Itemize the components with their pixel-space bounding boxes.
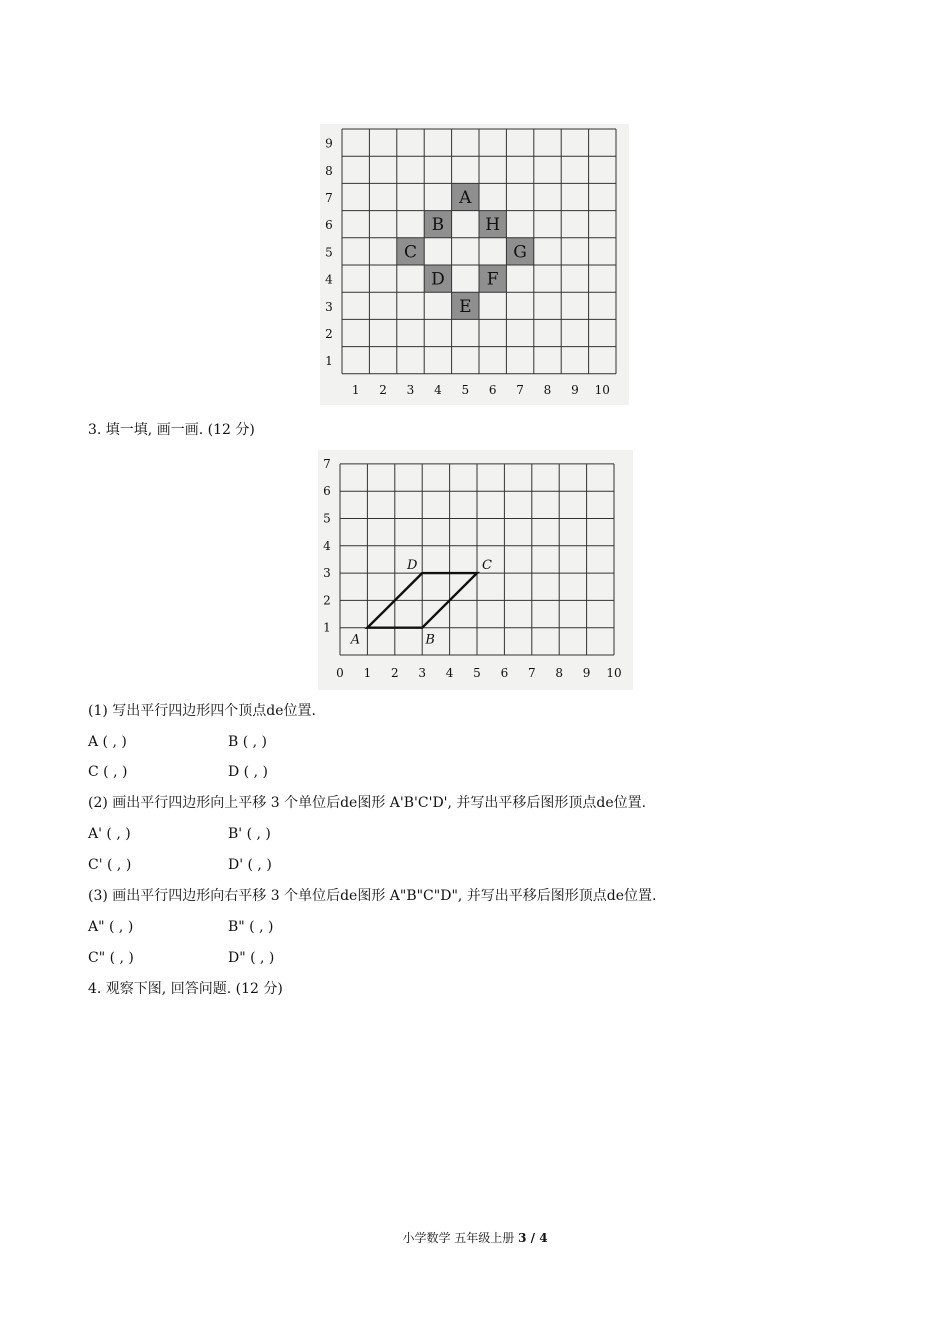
q3-part1-answer-b: B ( , ) (228, 734, 268, 750)
q3-part3-answer-d: D" ( , ) (228, 950, 275, 966)
q3-part3-answer-c: C" ( , ) (88, 950, 134, 966)
grid1-y-tick-label: 5 (325, 245, 333, 260)
grid1-y-tick-label: 9 (325, 136, 333, 151)
q3-part3-answer-b: B" ( , ) (228, 919, 274, 935)
question-4-title: 4. 观察下图, 回答问题. (12 分) (88, 981, 283, 997)
grid1-y-tick-label: 8 (325, 163, 333, 178)
grid2-x-tick-label: 7 (527, 666, 536, 680)
grid2-y-tick-label: 5 (323, 511, 331, 526)
parallelogram-grid-figure (318, 450, 633, 690)
grid1-y-tick-label: 4 (325, 272, 333, 287)
cell-label-a: A (459, 188, 472, 208)
grid1-x-tick-label: 2 (379, 382, 387, 397)
grid2-y-tick-label: 4 (323, 538, 331, 553)
q3-part2-prompt: (2) 画出平行四边形向上平移 3 个单位后de图形 A'B'C'D', 并写出平移后图形顶点de位置. (88, 795, 647, 811)
letter-grid-svg (320, 124, 629, 405)
page-number: 3 / 4 (518, 1231, 548, 1245)
grid1-x-tick-label: 10 (594, 382, 610, 397)
cell-label-c: C (403, 242, 418, 263)
cell-label-h: H (485, 215, 501, 236)
cell-label-e: E (459, 296, 472, 317)
grid2-x-tick-label: 3 (418, 666, 427, 680)
question-3-title: 3. 填一填, 画一画. (12 分) (88, 422, 255, 438)
grid1-x-tick-label: 3 (406, 382, 415, 397)
q3-part1-prompt: (1) 写出平行四边形四个顶点de位置. (88, 703, 316, 719)
grid1-x-tick-label: 4 (434, 382, 442, 397)
grid1-y-tick-label: 1 (325, 354, 333, 369)
letter-grid-figure (320, 124, 629, 405)
grid2-y-tick-label: 6 (323, 484, 331, 499)
grid1-y-tick-label: 6 (325, 218, 333, 233)
cell-label-d: D (431, 269, 445, 290)
grid2-x-tick-label: 1 (363, 666, 372, 680)
grid1-x-tick-label: 1 (351, 382, 360, 397)
vertex-label-c: C (482, 558, 492, 574)
grid2-x-tick-label: 2 (390, 666, 399, 680)
grid1-x-tick-label: 9 (571, 382, 579, 397)
grid2-x-tick-label: 6 (500, 666, 509, 680)
q3-part1-answer-a: A ( , ) (88, 734, 127, 750)
cell-label-b: B (431, 215, 445, 236)
grid1-y-tick-label: 3 (325, 299, 333, 314)
grid2-x-tick-label: 4 (445, 666, 454, 680)
grid1-y-tick-label: 7 (325, 191, 333, 205)
q3-part2-answer-c: C' ( , ) (88, 857, 132, 873)
q3-part3-prompt: (3) 画出平行四边形向右平移 3 个单位后de图形 A"B"C"D", 并写出平移后图形顶点de位置. (88, 888, 657, 904)
grid1-x-tick-label: 7 (516, 382, 524, 397)
grid2-x-tick-label: 5 (473, 666, 481, 680)
grid1-x-tick-label: 5 (461, 382, 470, 397)
grid2-x-tick-label: 9 (582, 666, 591, 680)
vertex-label-a: A (350, 632, 361, 648)
grid2-y-tick-label: 2 (323, 593, 331, 608)
vertex-label-d: D (406, 558, 418, 574)
parallelogram-grid-svg (318, 450, 633, 690)
q3-part2-answer-d: D' ( , ) (228, 857, 272, 873)
q3-part3-answer-a: A" ( , ) (88, 919, 134, 935)
vertex-label-b: B (425, 632, 435, 648)
q3-part1-answer-d: D ( , ) (228, 764, 268, 780)
q3-part2-answer-a: A' ( , ) (88, 826, 131, 842)
grid2-x-tick-label: 10 (606, 666, 622, 680)
cell-label-g: G (513, 242, 527, 263)
grid2-x-tick-label: 0 (336, 666, 344, 680)
grid1-x-tick-label: 8 (543, 382, 552, 397)
q3-part2-answer-b: B' ( , ) (228, 826, 271, 842)
grid1-y-tick-label: 2 (325, 327, 333, 341)
cell-label-f: F (486, 269, 499, 290)
grid2-x-tick-label: 8 (555, 666, 564, 680)
grid2-y-tick-label: 1 (323, 620, 331, 635)
grid2-y-tick-label: 3 (323, 566, 331, 581)
q3-part1-answer-c: C ( , ) (88, 764, 128, 780)
footer-text: 小学数学 五年级上册 (402, 1231, 515, 1245)
page-footer (0, 1229, 950, 1246)
grid2-y-tick-label: 7 (323, 456, 331, 471)
grid1-x-tick-label: 6 (488, 382, 497, 397)
